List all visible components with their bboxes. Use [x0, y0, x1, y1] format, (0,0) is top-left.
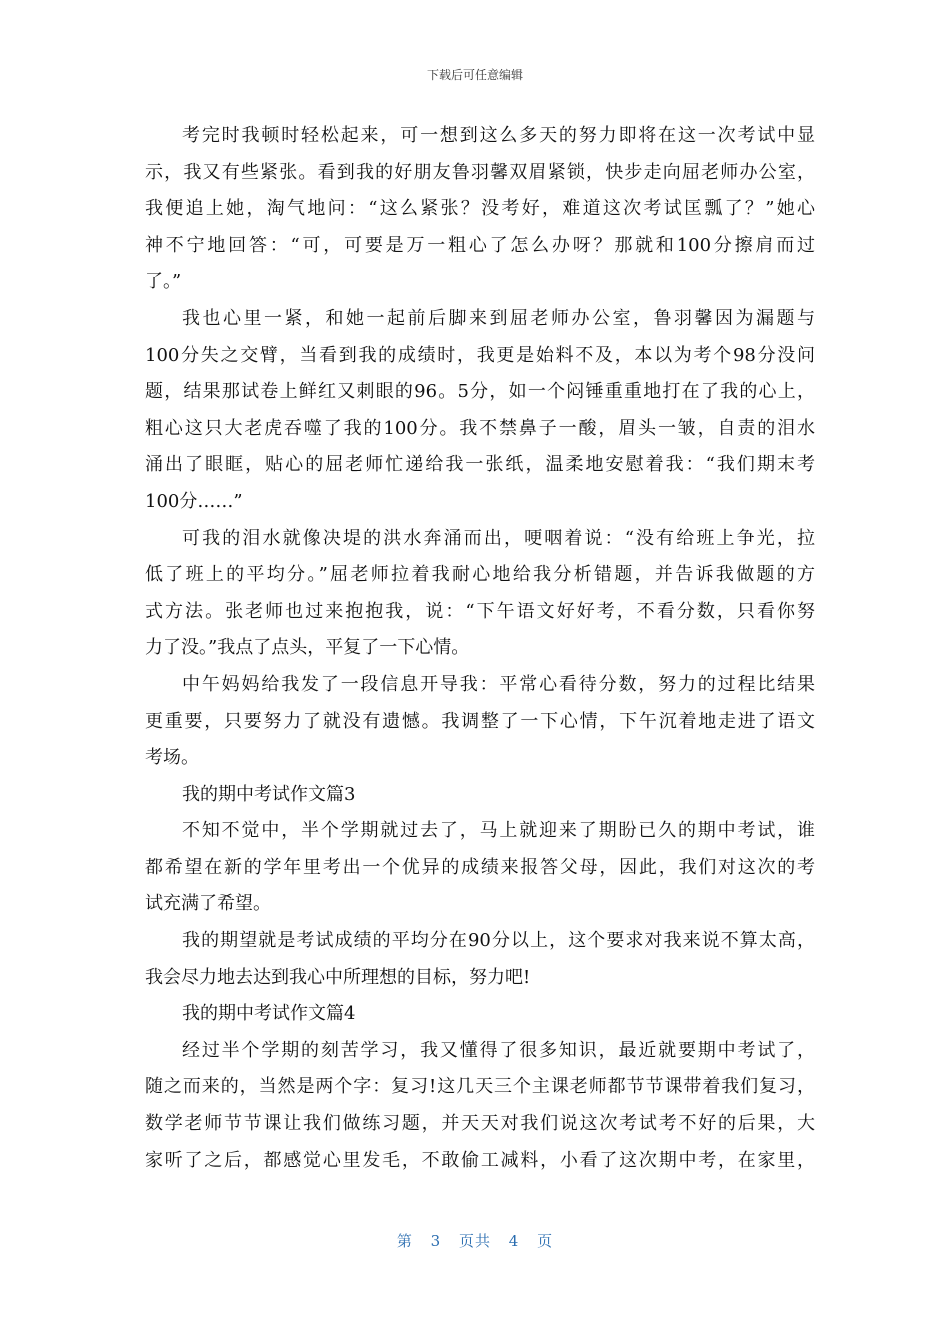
- text-line: 粗心这只大老虎吞噬了我的100分。我不禁鼻子一酸，眉头一皱，自责的泪水: [145, 417, 815, 439]
- text-line: 示，我又有些紧张。看到我的好朋友鲁羽馨双眉紧锁，快步走向屈老师办公室，: [145, 161, 815, 183]
- text-line: 100分……”: [145, 490, 243, 512]
- text-line: 题，结果那试卷上鲜红又刺眼的96。5分，如一个闷锤重重地打在了我的心上，: [145, 381, 815, 403]
- text-line: 不知不觉中，半个学期就过去了，马上就迎来了期盼已久的期中考试，谁: [182, 820, 815, 842]
- text-line: 我也心里一紧，和她一起前后脚来到屈老师办公室，鲁羽馨因为漏题与: [182, 307, 815, 329]
- document-body: [145, 118, 815, 1179]
- text-line: 经过半个学期的刻苦学习，我又懂得了很多知识，最近就要期中考试了，: [182, 1039, 815, 1061]
- text-line: 中午妈妈给我发了一段信息开导我：平常心看待分数，努力的过程比结果: [182, 673, 815, 695]
- text-line: 数学老师节节课让我们做练习题，并天天对我们说这次考试考不好的后果，大: [145, 1113, 815, 1135]
- page-number-footer: 第 3 页共 4 页: [396, 1232, 554, 1250]
- text-line: 了。”: [145, 271, 182, 293]
- text-line: 低了班上的平均分。”屈老师拉着我耐心地给我分析错题，并告诉我做题的方: [145, 564, 815, 586]
- text-line: 家听了之后，都感觉心里发毛，不敢偷工减料，小看了这次期中考，在家里，: [145, 1149, 815, 1171]
- text-line: 更重要，只要努力了就没有遗憾。我调整了一下心情，下午沉着地走进了语文: [145, 710, 815, 732]
- text-line: 我便追上她，淘气地问：“这么紧张？没考好，难道这次考试匡瓢了？”她心: [145, 198, 815, 220]
- text-line: 100分失之交臂，当看到我的成绩时，我更是始料不及，本以为考个98分没问: [145, 344, 815, 366]
- text-line: 考完时我顿时轻松起来，可一想到这么多天的努力即将在这一次考试中显: [182, 125, 815, 146]
- text-line: 考场。: [145, 747, 199, 769]
- text-line: 随之而来的，当然是两个字：复习!这几天三个主课老师都节节课带着我们复习，: [145, 1076, 815, 1098]
- text-line: 试充满了希望。: [145, 893, 271, 915]
- text-line: 我的期中考试作文篇3: [182, 783, 356, 805]
- text-line: 都希望在新的学年里考出一个优异的成绩来报答父母，因此，我们对这次的考: [145, 856, 815, 878]
- text-line: 式方法。张老师也过来抱抱我，说：“下午语文好好考，不看分数，只看你努: [145, 600, 815, 622]
- text-line: 力了没。”我点了点头，平复了一下心情。: [145, 637, 470, 659]
- text-line: 我会尽力地去达到我心中所理想的目标，努力吧!: [145, 966, 531, 988]
- page-header: 下载后可任意编辑: [426, 68, 523, 82]
- text-line: 我的期中考试作文篇4: [182, 1003, 356, 1025]
- text-line: 可我的泪水就像决堤的洪水奔涌而出，哽咽着说：“没有给班上争光，拉: [182, 527, 815, 549]
- text-line: 我的期望就是考试成绩的平均分在90分以上，这个要求对我来说不算太高，: [182, 930, 815, 952]
- text-line: 神不宁地回答：“可，可要是万一粗心了怎么办呀？那就和100分擦肩而过: [145, 234, 815, 256]
- text-line: 涌出了眼眶，贴心的屈老师忙递给我一张纸，温柔地安慰着我：“我们期末考: [145, 454, 815, 476]
